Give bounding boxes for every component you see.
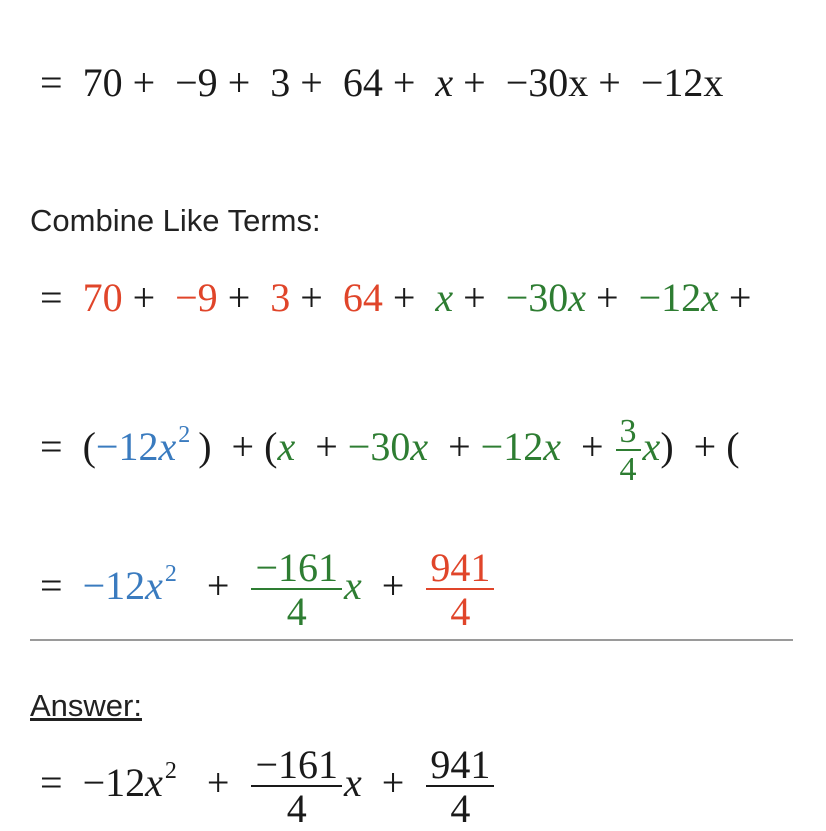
plus-sign: + [132, 60, 156, 105]
quadratic-term: $-12x^2$ [95, 422, 191, 470]
plus-sign: + [392, 275, 416, 320]
linear-term: −12x [638, 275, 719, 320]
constant-term: 3 [270, 275, 291, 320]
plus-sign: + [463, 60, 486, 105]
linear-coefficient-fraction: $\frac{-161}{4}$ [253, 745, 340, 829]
equals-sign: = [40, 760, 63, 806]
expression-line-1 [0, 55, 812, 115]
plus-sign: + [300, 60, 323, 105]
constant-fraction: $\frac{941}{4}$ [428, 548, 492, 632]
simplified-expression: = $-12x^2$ + $\frac{-161}{4}$ x + $\frac{941}{4}$ [40, 548, 496, 632]
term: −9 [175, 60, 218, 105]
term: −30x [505, 60, 589, 105]
linear-coefficient-fraction: $\frac{-161}{4}$ [253, 548, 340, 632]
plus-sign: + [463, 275, 486, 320]
equals-sign: = [40, 424, 63, 470]
plus-sign: + [227, 275, 251, 320]
open-paren: ( [264, 424, 278, 470]
quadratic-term: $-12x^2$ [82, 758, 177, 806]
close-paren: ) [198, 424, 212, 470]
term: x [435, 60, 454, 105]
open-paren: ( [726, 424, 740, 470]
close-paren: ) [660, 424, 674, 470]
term: 64 [342, 60, 383, 105]
plus-sign: + [693, 424, 717, 470]
plus-sign: + [381, 563, 405, 609]
constant-term: 70 [82, 275, 123, 320]
equals-sign: = [40, 275, 63, 320]
fraction-three-quarters: $\frac{3}{4}$ [618, 415, 639, 485]
constant-term: −9 [175, 275, 218, 320]
answer-label: Answer: [30, 688, 142, 723]
plus-sign: + [392, 60, 416, 105]
plus-sign: + [315, 424, 338, 470]
plus-sign: + [728, 275, 752, 320]
plus-sign: + [206, 563, 230, 609]
plus-sign: + [580, 424, 604, 470]
plus-sign: + [227, 60, 251, 105]
plus-sign: + [132, 275, 156, 320]
equals-sign: = [40, 563, 63, 609]
constant-fraction: $\frac{941}{4}$ [428, 745, 492, 829]
linear-term: −30x [505, 275, 587, 320]
plus-sign: + [598, 60, 621, 105]
linear-term: −12x [480, 424, 561, 470]
equals-sign: = [40, 60, 63, 105]
constant-term: 64 [342, 275, 383, 320]
expression-line-2 [0, 270, 812, 330]
linear-term: x [277, 424, 296, 470]
plus-sign: + [381, 760, 405, 806]
open-paren: ( [82, 424, 96, 470]
combine-like-terms-heading: Combine Like Terms: [30, 203, 321, 238]
term: 70 [82, 60, 123, 105]
plus-sign: + [596, 275, 619, 320]
expression-line-3: = ($-12x^2$ ) + (x + −30x + −12x + $\frac{3}{4}$ x) + ( [40, 413, 740, 485]
term: −12x [640, 60, 724, 105]
plus-sign: + [231, 424, 255, 470]
plus-sign: + [448, 424, 471, 470]
term: 3 [270, 60, 291, 105]
plus-sign: + [206, 760, 230, 806]
answer-expression: = $-12x^2$ + $\frac{-161}{4}$ x + $\frac{941}{4}$ [40, 745, 496, 829]
plus-sign: + [300, 275, 323, 320]
quadratic-term: $-12x^2$ [82, 561, 177, 609]
linear-term: −30x [347, 424, 429, 470]
section-divider [30, 639, 793, 641]
linear-term: x [435, 275, 454, 320]
